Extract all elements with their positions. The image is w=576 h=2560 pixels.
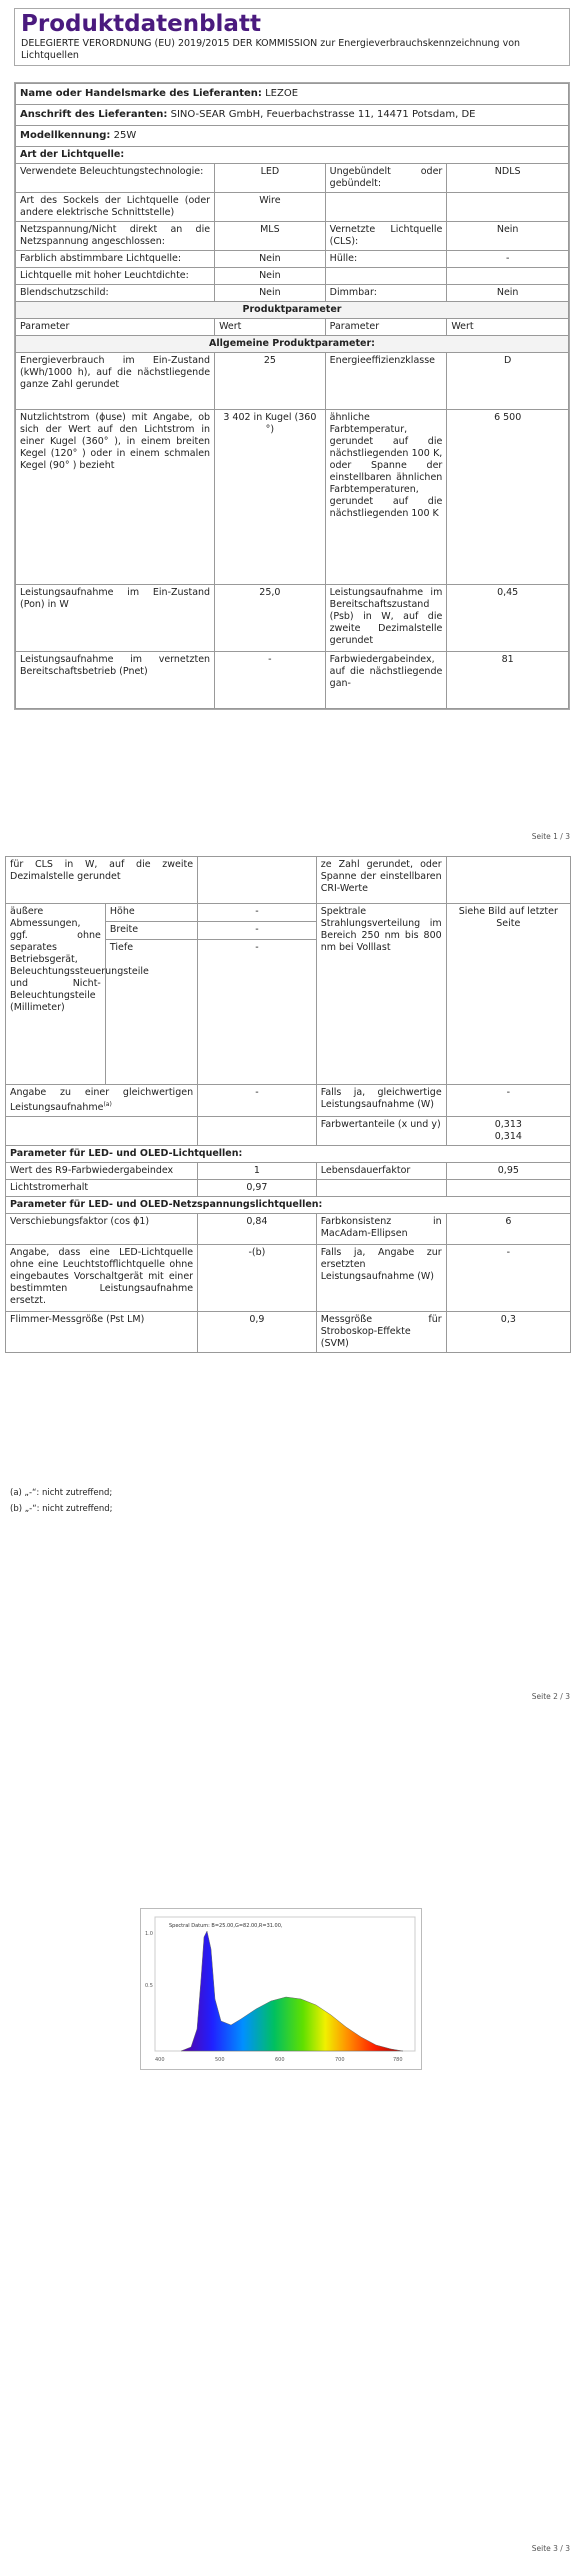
model-label: Modellkennung: [20, 130, 111, 141]
col-value-2: Wert [447, 319, 569, 336]
x-tick-600: 600 [275, 2057, 285, 2063]
supplier-address-row [16, 105, 569, 126]
light-source-row [16, 164, 569, 193]
mains-param-label-1: Angabe, dass eine LED-Lichtquelle ohne eine Leuchtstofflichtquelle ohne eingebautes Vorschaltgerät mit einer bestimmten Leistungsaufnahme ersetzt. [6, 1245, 198, 1312]
light-source-label-1: Blendschutzschild: [16, 285, 215, 302]
mains-param-row [6, 1312, 571, 1353]
spectrum-title: Spectral Datum: B=25.00,G=82.00,R=31.00, [169, 1923, 283, 1929]
dim-name-height: Höhe [105, 904, 197, 921]
light-source-label-1: Verwendete Beleuchtungstechnologie: [16, 164, 215, 193]
equiv-param-value-1: - [198, 1085, 317, 1117]
supplier-trademark-row [16, 84, 569, 105]
mains-param-row [6, 1245, 571, 1312]
equiv-param-row [6, 1117, 571, 1146]
dimensions-values [198, 904, 317, 1085]
col-param: Parameter [16, 319, 215, 336]
mains-param-value-1: 0,84 [198, 1214, 317, 1245]
light-source-heading: Art der Lichtquelle: [16, 147, 569, 164]
general-param-value-2: 6 500 [447, 410, 569, 585]
light-source-label-2: Vernetzte Lichtquelle (CLS): [325, 222, 447, 251]
x-tick-700: 700 [335, 2057, 345, 2063]
light-source-label-2: Dimmbar: [325, 285, 447, 302]
param-header-row [16, 319, 569, 336]
equiv-param-label-1 [6, 1117, 198, 1146]
led-param-label-1: Wert des R9-Farbwiedergabeindex [6, 1163, 198, 1180]
footnote-b: (b) „-“: nicht zutreffend; [10, 1504, 113, 1514]
page-1 [0, 0, 576, 850]
led-param-value-2 [446, 1180, 570, 1197]
light-source-label-1: Lichtquelle mit hoher Leuchtdichte: [16, 268, 215, 285]
equiv-param-value-2: 0,313 0,314 [446, 1117, 570, 1146]
page-title: Produktdatenblatt [21, 11, 261, 37]
dim-value-depth: - [198, 940, 316, 1085]
equiv-param-footnote-ref: (a) [103, 1101, 112, 1108]
equiv-param-label-text: Angabe zu einer gleichwertigen Leistungsaufnahme [10, 1087, 194, 1114]
light-source-value-1: LED [215, 164, 326, 193]
equiv-param-row [6, 1085, 571, 1117]
general-param-label-2: Leistungsaufnahme im Bereitschaftszustand (Psb) in W, auf die zweite Dezimalstelle gerundet [325, 585, 447, 652]
product-params-heading: Produktparameter [16, 302, 569, 319]
general-param-value-2: 81 [447, 652, 569, 709]
light-source-row [16, 285, 569, 302]
general-param-label-1: Leistungsaufnahme im vernetzten Bereitschaftsbetrieb (Pnet) [16, 652, 215, 709]
cont-row [6, 857, 571, 904]
regulation-subtitle: DELEGIERTE VERORDNUNG (EU) 2019/2015 DER KOMMISSION zur Energieverbrauchskennzeichnung von Lichtquellen [21, 38, 521, 61]
general-param-value-2: D [447, 353, 569, 410]
dim-value-width: - [198, 921, 316, 939]
light-source-row [16, 251, 569, 268]
page-number: Seite 1 / 3 [531, 832, 570, 841]
light-source-value-1: Wire [215, 193, 326, 222]
x-tick-500: 500 [215, 2057, 225, 2063]
light-source-value-1: MLS [215, 222, 326, 251]
general-param-row [16, 353, 569, 410]
light-source-label-1: Netzspannung/Nicht direkt an die Netzspannung angeschlossen: [16, 222, 215, 251]
page-2 [0, 850, 576, 1700]
spectrum-svg [141, 1909, 421, 2069]
mains-param-value-1: 0,9 [198, 1312, 317, 1353]
general-param-label-1: Leistungsaufnahme im Ein-Zustand (Pon) in W [16, 585, 215, 652]
mains-param-label-1: Flimmer-Messgröße (Pst LM) [6, 1312, 198, 1353]
mains-param-value-1: -(b) [198, 1245, 317, 1312]
mains-heading: Parameter für LED- und OLED-Netzspannungslichtquellen: [6, 1197, 571, 1214]
dim-value-height: - [198, 904, 316, 921]
col-value: Wert [215, 319, 326, 336]
mains-param-label-2: Messgröße für Stroboskop-Effekte (SVM) [316, 1312, 446, 1353]
led-param-label-2 [316, 1180, 446, 1197]
light-source-value-1: Nein [215, 251, 326, 268]
equiv-param-label-2: Farbwertanteile (x und y) [316, 1117, 446, 1146]
address-value: SINO-SEAR GmbH, Feuerbachstrasse 11, 14471 Potsdam, DE [170, 109, 476, 120]
general-params-heading: Allgemeine Produktparameter: [16, 336, 569, 353]
dim-name-width: Breite [105, 921, 197, 939]
dimensions-cell [6, 904, 198, 1085]
equiv-param-label-1 [6, 1085, 198, 1117]
light-source-label-2: Hülle: [325, 251, 447, 268]
y-tick-1: 1.0 [145, 1931, 153, 1937]
general-param-label-2: Farbwiedergabeindex, auf die nächstliegende gan- [325, 652, 447, 709]
general-param-label-1: Nutzlichtstrom (ϕuse) mit Angabe, ob sich der Wert auf den Lichtstrom in einer Kugel (360° ), in einem breiten Kegel (120° ) oder in einem schmalen Kegel (90° ) bezieht [16, 410, 215, 585]
equiv-param-value-2: - [446, 1085, 570, 1117]
light-source-value-2: Nein [447, 222, 569, 251]
trademark-label: Name oder Handelsmarke des Lieferanten: [20, 88, 262, 99]
mains-param-label-2: Falls ja, Angabe zur ersetzten Leistungsaufnahme (W) [316, 1245, 446, 1312]
x-tick-780: 780 [393, 2057, 403, 2063]
general-param-value-1: 25,0 [215, 585, 326, 652]
led-param-row [6, 1180, 571, 1197]
general-param-value-2: 0,45 [447, 585, 569, 652]
led-param-label-2: Lebensdauerfaktor [316, 1163, 446, 1180]
col-param-2: Parameter [325, 319, 447, 336]
equiv-param-value-1 [198, 1117, 317, 1146]
spectral-label: Spektrale Strahlungsverteilung im Bereich 250 nm bis 800 nm bei Volllast [316, 904, 446, 1085]
dim-name-depth: Tiefe [105, 940, 197, 1085]
x-tick-400: 400 [155, 2057, 165, 2063]
mains-param-label-2: Farbkonsistenz in MacAdam-Ellipsen [316, 1214, 446, 1245]
light-source-value-1: Nein [215, 285, 326, 302]
led-param-label-1: Lichtstromerhalt [6, 1180, 198, 1197]
light-source-row [16, 222, 569, 251]
spectral-value: Siehe Bild auf letzter Seite [446, 904, 570, 1085]
light-source-value-1: Nein [215, 268, 326, 285]
light-source-value-2 [447, 268, 569, 285]
general-param-row [16, 410, 569, 585]
dimensions-label: äußere Abmessungen, ggf. ohne separates Betriebsgerät, Beleuchtungssteuerungsteile und Nicht-Beleuchtungsteile (Millimeter) [6, 904, 105, 1084]
light-source-label-1: Farblich abstimmbare Lichtquelle: [16, 251, 215, 268]
light-source-label-1: Art des Sockels der Lichtquelle (oder andere elektrische Schnittstelle) [16, 193, 215, 222]
cont-label-1: für CLS in W, auf die zweite Dezimalstelle gerundet [6, 857, 198, 904]
mains-param-label-1: Verschiebungsfaktor (cos ϕ1) [6, 1214, 198, 1245]
general-param-value-1: 3 402 in Kugel (360 °) [215, 410, 326, 585]
light-source-label-2 [325, 268, 447, 285]
dimensions-row [6, 904, 571, 1085]
trademark-value: LEZOE [265, 88, 299, 99]
light-source-row [16, 193, 569, 222]
general-param-label-2: ähnliche Farbtemperatur, gerundet auf die nächstliegenden 100 K, oder Spanne der einstellbaren ähnlichen Farbtemperaturen, gerundet auf die nächstliegenden 100 K [325, 410, 447, 585]
mains-param-value-2: 0,3 [446, 1312, 570, 1353]
light-source-value-2: NDLS [447, 164, 569, 193]
general-param-value-1: - [215, 652, 326, 709]
light-source-row [16, 268, 569, 285]
datasheet-header [14, 8, 570, 66]
light-source-label-2: Ungebündelt oder gebündelt: [325, 164, 447, 193]
model-value: 25W [113, 130, 137, 141]
light-source-value-2: Nein [447, 285, 569, 302]
address-label: Anschrift des Lieferanten: [20, 109, 168, 120]
led-param-value-1: 0,97 [198, 1180, 317, 1197]
datasheet-table-cont [5, 856, 571, 1353]
page-number: Seite 2 / 3 [531, 1692, 570, 1701]
led-heading: Parameter für LED- und OLED-Lichtquellen: [6, 1146, 571, 1163]
general-param-label-2: Energieeffizienzklasse [325, 353, 447, 410]
led-param-value-2: 0,95 [446, 1163, 570, 1180]
mains-param-value-2: 6 [446, 1214, 570, 1245]
equiv-param-label-2: Falls ja, gleichwertige Leistungsaufnahme (W) [316, 1085, 446, 1117]
datasheet-table [14, 82, 570, 710]
light-source-value-2 [447, 193, 569, 222]
general-param-label-1: Energieverbrauch im Ein-Zustand (kWh/1000 h), auf die nächstliegende ganze Zahl gerundet [16, 353, 215, 410]
light-source-value-2: - [447, 251, 569, 268]
model-row [16, 126, 569, 147]
general-param-value-1: 25 [215, 353, 326, 410]
light-source-label-2 [325, 193, 447, 222]
y-tick-2: 0.5 [145, 1983, 153, 1989]
page-number: Seite 3 / 3 [531, 2544, 570, 2553]
cont-label-2: ze Zahl gerundet, oder Spanne der einstellbaren CRI-Werte [316, 857, 446, 904]
mains-param-value-2: - [446, 1245, 570, 1312]
led-param-row [6, 1163, 571, 1180]
mains-param-row [6, 1214, 571, 1245]
general-param-row [16, 585, 569, 652]
spectral-distribution-chart [140, 1908, 422, 2070]
led-param-value-1: 1 [198, 1163, 317, 1180]
footnote-a: (a) „-“: nicht zutreffend; [10, 1488, 113, 1498]
general-param-row [16, 652, 569, 709]
page-3 [0, 1700, 576, 2560]
